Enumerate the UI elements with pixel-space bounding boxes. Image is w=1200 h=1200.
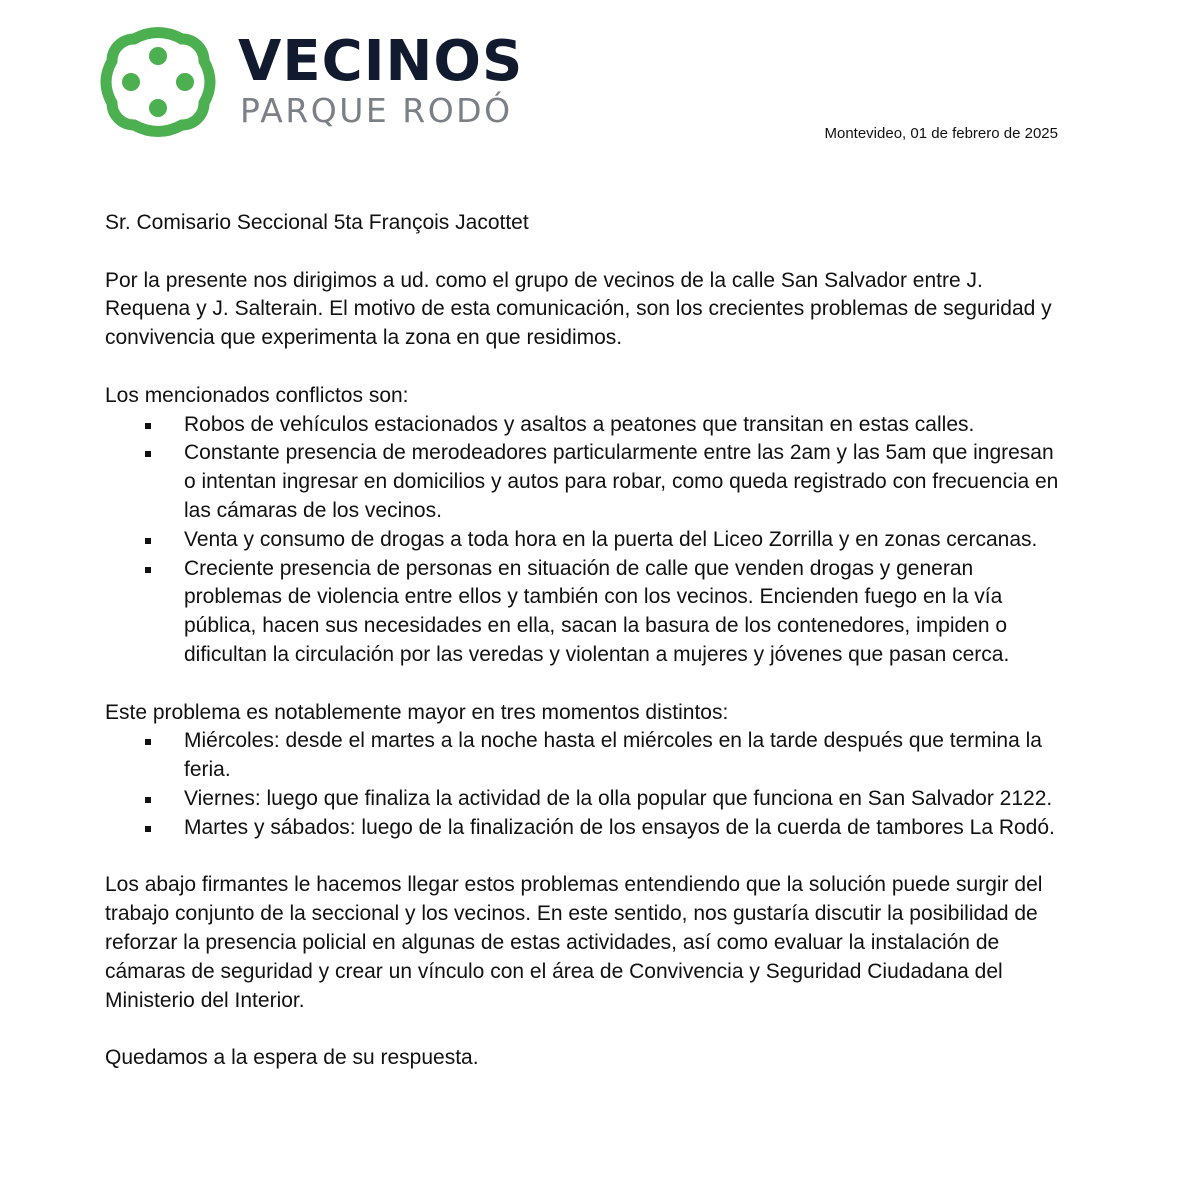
list-item-text: Martes y sábados: luego de la finalización de los ensayos de la cuerda de tambores La Rodó. <box>184 815 1055 839</box>
conflicts-list <box>105 411 1065 670</box>
moments-heading: Este problema es notablemente mayor en tres momentos distintos: <box>105 700 729 724</box>
conflicts-heading: Los mencionados conflictos son: <box>105 383 409 407</box>
closing-line: Quedamos a la espera de su respuesta. <box>105 1046 479 1070</box>
list-item <box>105 785 1065 814</box>
logo-subtitle: PARQUE RODÓ <box>240 91 513 130</box>
list-item <box>105 727 1065 785</box>
list-item-text: Creciente presencia de personas en situación de calle que venden drogas y generan problemas de violencia entre ellos y también con los vecinos. Encienden fuego en la vía pública, hacen sus necesidades en ella, sacan la basura de los contenedores, impiden o dificultan la circulación por las veredas y violentan a mujeres y jóvenes que pasan cerca. <box>184 556 1010 666</box>
logo <box>96 26 524 138</box>
logo-title: VECINOS <box>238 29 524 94</box>
salutation: Sr. Comisario Seccional 5ta François Jacottet <box>105 211 529 234</box>
bullet-icon <box>145 451 151 457</box>
letter-body <box>105 209 1065 1073</box>
bullet-icon <box>145 423 151 429</box>
list-item <box>105 814 1065 843</box>
bullet-icon <box>145 797 151 803</box>
list-item-text: Miércoles: desde el martes a la noche hasta el miércoles en la tarde después que termina la feria. <box>184 729 1042 782</box>
proposal-paragraph: Los abajo firmantes le hacemos llegar estos problemas entendiendo que la solución puede surgir del trabajo conjunto de la seccional y los vecinos. En este sentido, nos gustaría discutir la posibilidad de reforzar la presencia policial en algunas de estas actividades, así como evaluar la instalación de cámaras de seguridad y crear un vínculo con el área de Convivencia y Seguridad Ciudadana del Ministerio del Interior. <box>105 873 1043 1012</box>
bullet-icon <box>145 567 151 573</box>
bullet-icon <box>145 826 151 832</box>
list-item-text: Venta y consumo de drogas a toda hora en la puerta del Liceo Zorrilla y en zonas cercanas. <box>184 527 1038 551</box>
list-item <box>105 526 1065 555</box>
moments-list <box>105 727 1065 842</box>
list-item <box>105 411 1065 440</box>
list-item <box>105 555 1065 670</box>
list-item-text: Robos de vehículos estacionados y asaltos a peatones que transitan en estas calles. <box>184 412 975 436</box>
list-item-text: Constante presencia de merodeadores particularmente entre las 2am y las 5am que ingresan o intentan ingresar en domicilios y autos para robar, como queda registrado con frecuencia en las cámaras de los vecinos. <box>184 441 1059 522</box>
list-item-text: Viernes: luego que finaliza la actividad de la olla popular que funciona en San Salvador 2122. <box>184 786 1053 810</box>
list-item <box>105 439 1065 525</box>
bullet-icon <box>145 538 151 544</box>
bullet-icon <box>145 739 151 745</box>
intro-paragraph: Por la presente nos dirigimos a ud. como el grupo de vecinos de la calle San Salvador entre J. Requena y J. Salterain. El motivo de esta comunicación, son los crecientes problemas de seguridad y convivencia que experimenta la zona en que residimos. <box>105 268 1052 350</box>
logo-mark-icon <box>96 26 220 138</box>
letter-date: Montevideo, 01 de febrero de 2025 <box>824 125 1058 142</box>
